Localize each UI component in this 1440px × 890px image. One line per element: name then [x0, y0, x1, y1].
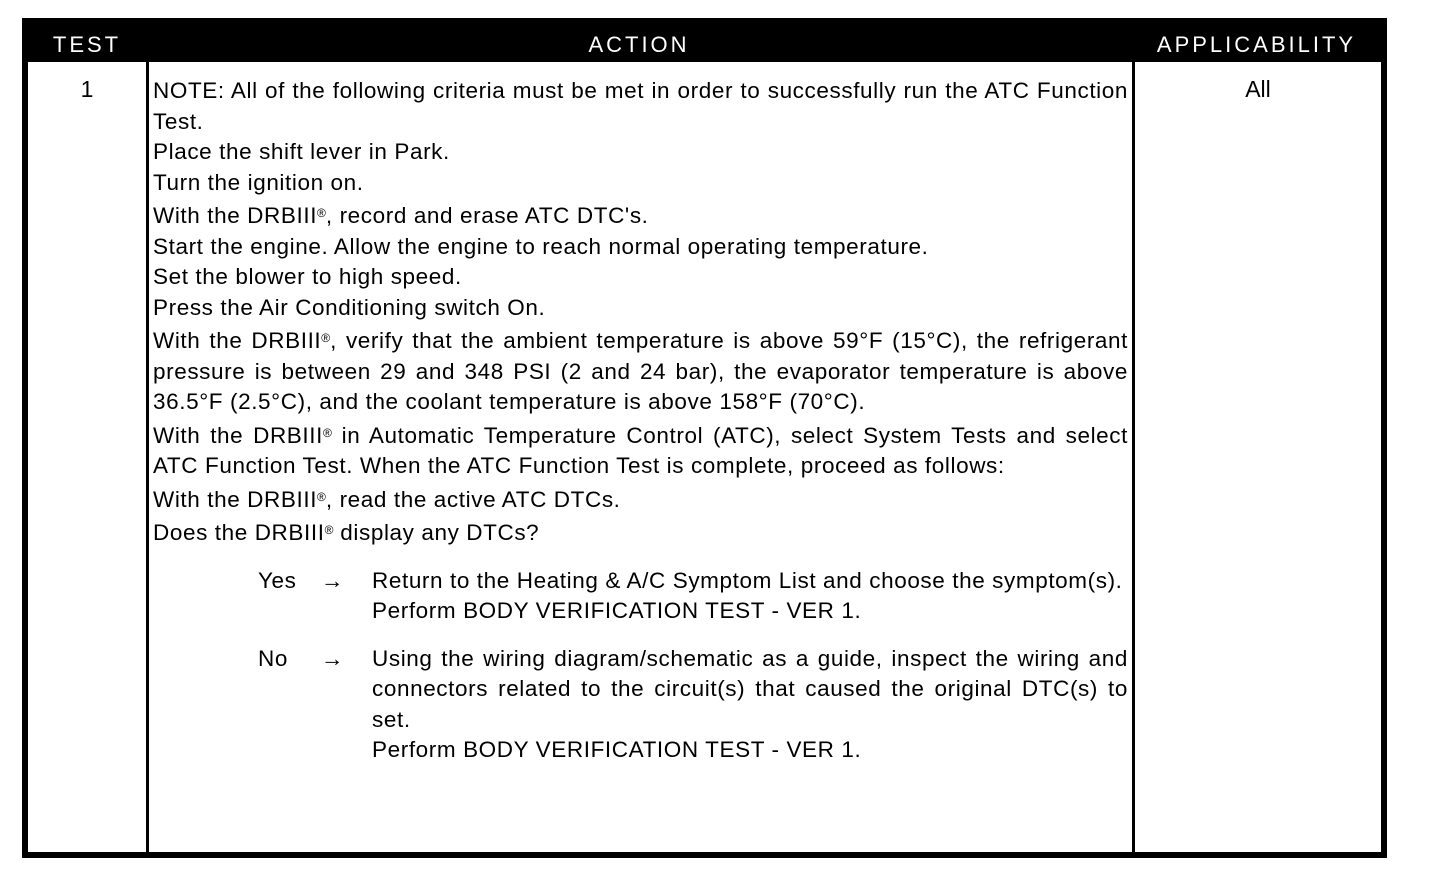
step-verify-criteria: With the DRBIII®, verify that the ambient temperature is above 59°F (15°C), the refrigerant pressure is between 29 and 348 PSI (2 and 24 bar), the evaporator temperature is above 36.5°F (2.5°C), and the coolant temperature is above 158°F (70°C). [153, 328, 1128, 414]
arrow-right-icon: → [321, 645, 345, 671]
step-shift-lever: Place the shift lever in Park. [153, 139, 450, 164]
step-read-dtcs: With the DRBIII®, read the active ATC DTCs. [153, 486, 621, 512]
outcome-label: Yes [258, 567, 297, 593]
table-header [28, 24, 1381, 62]
header-applicability: APPLICABILITY [1156, 32, 1357, 57]
outcome-perform: Perform BODY VERIFICATION TEST - VER 1. [372, 598, 862, 623]
applicability-value: All [1245, 76, 1271, 102]
test-number: 1 [80, 76, 94, 102]
header-action: ACTION [588, 32, 690, 57]
step-function-test: With the DRBIII® in Automatic Temperature Control (ATC), select System Tests and select ATC Function Test. When the ATC Function Test is complete, proceed as follows: [153, 422, 1128, 478]
step-question: Does the DRBIII® display any DTCs? [153, 520, 540, 545]
registered-mark: ® [322, 425, 332, 440]
arrow-right-icon: → [321, 567, 345, 593]
outcome-text: Return to the Heating & A/C Symptom List and choose the symptom(s). [372, 567, 1123, 593]
registered-mark: ® [321, 331, 331, 345]
column-divider [1132, 62, 1135, 858]
step-start-engine: Start the engine. Allow the engine to reach normal operating temperature. [153, 233, 929, 259]
step-note: NOTE: All of the following criteria must be met in order to successfully run the ATC Function Test. [153, 78, 1128, 134]
action-cell [153, 76, 1128, 783]
registered-mark: ® [324, 523, 334, 537]
step-blower: Set the blower to high speed. [153, 264, 462, 289]
registered-mark: ® [317, 489, 326, 504]
outcome-text: Using the wiring diagram/schematic as a guide, inspect the wiring and connectors related to the circuit(s) that caused the original DTC(s) to set. [372, 645, 1128, 732]
outcome-yes [153, 566, 1128, 627]
header-test: TEST [52, 32, 122, 57]
outcome-no [153, 644, 1128, 766]
column-divider [146, 62, 149, 858]
outcome-label: No [258, 645, 288, 671]
outcome-perform: Perform BODY VERIFICATION TEST - VER 1. [372, 737, 862, 762]
step-ac-switch: Press the Air Conditioning switch On. [153, 294, 546, 320]
step-record-erase: With the DRBIII®, record and erase ATC DTC's. [153, 203, 649, 228]
step-ignition: Turn the ignition on. [153, 169, 364, 195]
registered-mark: ® [317, 206, 326, 220]
diagnostic-test-table [22, 18, 1387, 858]
